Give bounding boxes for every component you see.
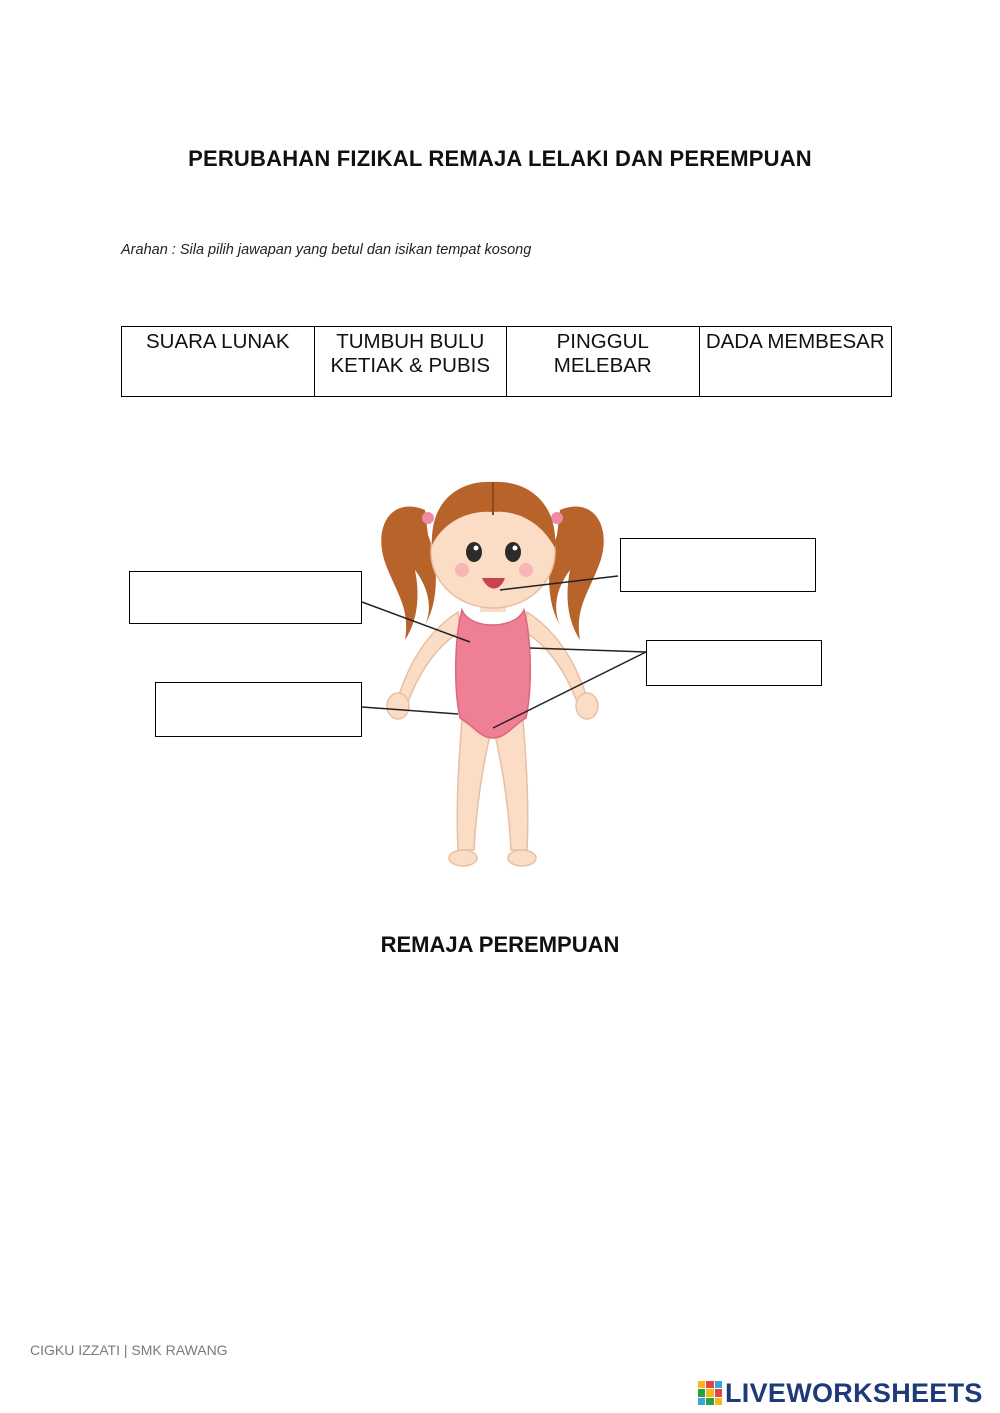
head: [431, 482, 555, 608]
liveworksheets-logo-icon: [698, 1381, 722, 1405]
legs: [449, 720, 536, 866]
liveworksheets-wordmark: LIVEWORKSHEETS: [725, 1377, 983, 1408]
swimsuit: [456, 610, 531, 738]
answer-input-right-armpit[interactable]: [647, 641, 821, 685]
answer-box-bottom-left-hip: [155, 682, 362, 737]
answer-box-right-armpit: [646, 640, 822, 686]
word-bank-option[interactable]: PINGGUL MELEBAR: [507, 327, 700, 397]
liveworksheets-brand[interactable]: [698, 1378, 983, 1408]
answer-input-bottom-left-hip[interactable]: [156, 683, 361, 736]
word-bank-option[interactable]: SUARA LUNAK: [122, 327, 315, 397]
page-title: PERUBAHAN FIZIKAL REMAJA LELAKI DAN PEREMPUAN: [188, 146, 812, 171]
illustration-caption: REMAJA PEREMPUAN: [380, 932, 620, 957]
answer-box-top-right: [620, 538, 816, 592]
answer-input-left-chest[interactable]: [130, 572, 361, 623]
answer-input-top-right[interactable]: [621, 539, 815, 591]
word-bank-option[interactable]: DADA MEMBESAR: [699, 327, 892, 397]
answer-box-left-chest: [129, 571, 362, 624]
hair-pigtail-right: [549, 506, 604, 640]
instruction-text: Arahan : Sila pilih jawapan yang betul dan isikan tempat kosong: [121, 242, 532, 258]
hair-tie-left: [422, 512, 434, 524]
hair-tie-right: [551, 512, 563, 524]
word-bank-option[interactable]: TUMBUH BULU KETIAK & PUBIS: [314, 327, 507, 397]
footer-credit: CIGKU IZZATI | SMK RAWANG: [30, 1342, 228, 1358]
